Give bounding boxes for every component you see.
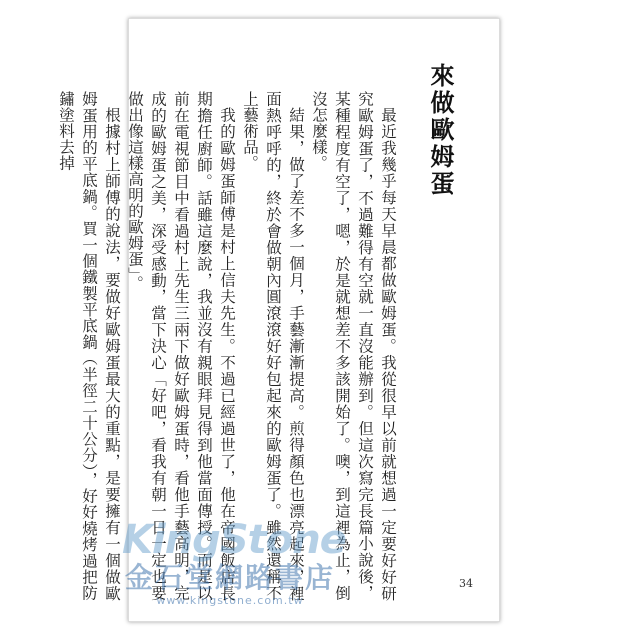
paragraph: 最近我幾乎每天早晨都做歐姆蛋。我從很早以前就想過一定要好好研究歐姆蛋了，不過難得有空就一直沒能辦到。但這次寫完長篇小說後，某種程度有空了，嗯，於是就想差不多該開始了。噢，到這裡為止，倒沒怎麼樣。 [310,91,397,601]
watermark-logo: KingStone [122,517,346,563]
paragraph: 結果，做了差不多一個月，手藝漸漸提高。煎得顏色也漂亮起來，裡面熱呼呼的，終於會做朝內圓滾滾好好包起來的歐姆蛋了。雖然還稱不上藝術品。 [241,91,305,601]
chapter-title: 來做歐姆蛋 [426,63,455,198]
body-text [57,91,399,601]
watermark-url: www.kingstone.com.tw [156,594,304,607]
watermark-store-name: 金石堂網路書店 [124,561,335,594]
paragraph: 我的歐姆蛋師傅是村上信夫先生。不過已經過世了，他在帝國飯店長期擔任廚師。話雖這麼說，我並沒有親眼拜見得到他當面傳授。而是以前在電視節目中看過村上先生三兩下做好歐姆蛋時，看他手藝高明，完成的歐姆蛋之美，深受感動，當下決心「好吧，看我有朝一日一定也要做出像這樣高明的歐姆蛋」。 [126,91,236,601]
page-number: 34 [459,577,473,590]
book-page [57,18,500,622]
paragraph: 根據村上師傅的說法，要做好歐姆蛋最大的重點，是要擁有一個做歐姆蛋用的平底鍋。買一個鐵製平底鍋（半徑二十公分），好好燒烤過把防鏽塗料去掉 [57,91,121,601]
